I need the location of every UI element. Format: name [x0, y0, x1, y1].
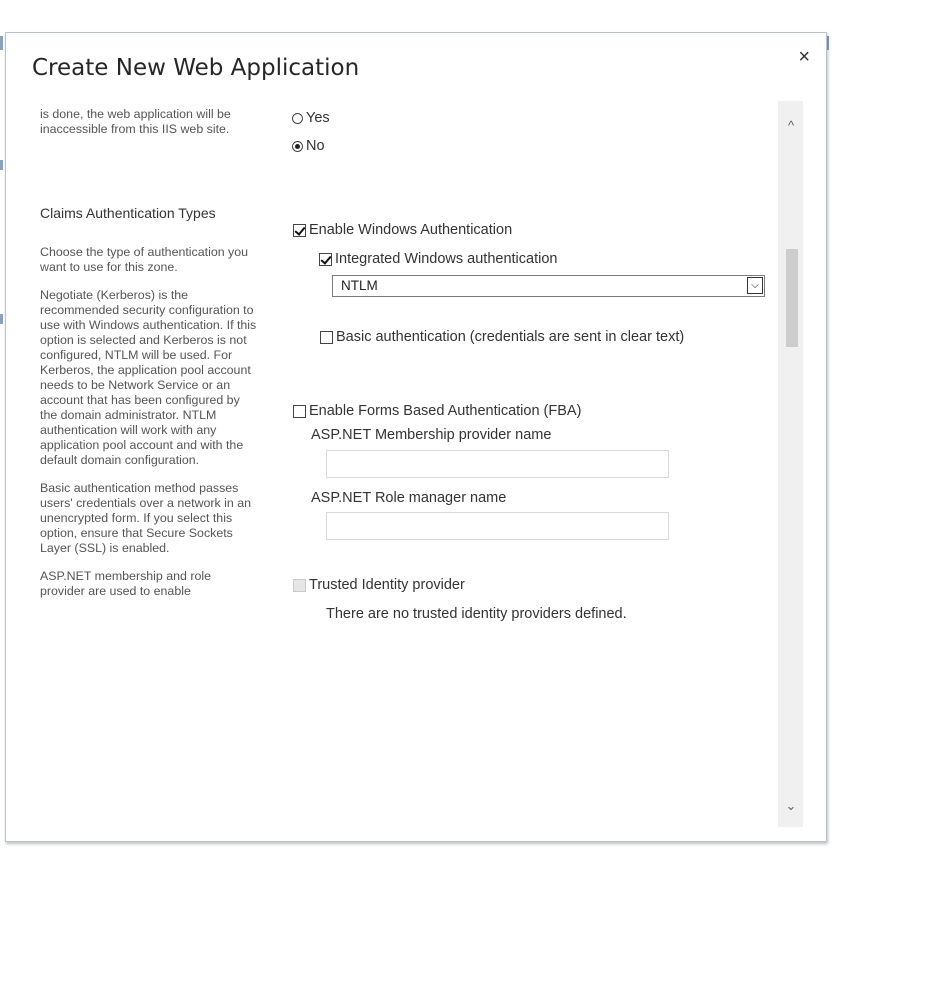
- description-paragraph: ASP.NET membership and role provider are used to enable: [40, 569, 212, 598]
- integrated-windows-auth-label: Integrated Windows authentication: [335, 251, 558, 267]
- enable-fba-label: Enable Forms Based Authentication (FBA): [309, 403, 582, 419]
- trusted-identity-note: There are no trusted identity providers defined.: [326, 606, 627, 622]
- section-title: Claims Authentication Types: [40, 205, 216, 221]
- dialog-scroll-content[interactable]: [7, 101, 771, 827]
- radio-yes-label: Yes: [306, 110, 330, 126]
- basic-auth-checkbox[interactable]: [320, 331, 333, 344]
- description-paragraph: Basic authentication method passes users' credentials over a network in an unencrypted form. If you select this option, ensure that Secure Sockets Layer (SSL) is enabled.: [40, 481, 252, 555]
- create-web-application-dialog: [5, 32, 827, 842]
- basic-auth-label: Basic authentication (credentials are sent in clear text): [336, 329, 685, 345]
- radio-no[interactable]: [292, 141, 303, 152]
- membership-provider-label: ASP.NET Membership provider name: [311, 427, 552, 443]
- scrollbar-thumb[interactable]: [786, 249, 798, 347]
- membership-provider-input[interactable]: [326, 450, 669, 478]
- integrated-windows-auth-option[interactable]: [319, 251, 557, 267]
- enable-fba-checkbox[interactable]: [293, 405, 306, 418]
- close-icon[interactable]: ×: [798, 46, 810, 68]
- enable-fba-option[interactable]: [293, 403, 581, 419]
- left-column-intro: [40, 107, 258, 150]
- description-paragraph: Choose the type of authentication you want to use for this zone.: [40, 245, 249, 274]
- auth-method-select[interactable]: [332, 275, 765, 297]
- enable-windows-auth-checkbox[interactable]: [293, 224, 306, 237]
- role-manager-label: ASP.NET Role manager name: [311, 490, 507, 506]
- integrated-windows-auth-checkbox[interactable]: [319, 253, 332, 266]
- description-paragraph: Negotiate (Kerberos) is the recommended security configuration to use with Windows authentication. If this option is selected and Kerberos is not configured, NTLM will be used. For Kerberos, the application pool account needs to be Network Service or an account that has been configured by the domain administrator. NTLM authentication will work with any application pool account and with the default domain configuration.: [40, 288, 257, 467]
- background-edge-mark: [0, 160, 3, 170]
- trusted-identity-option: [293, 577, 465, 593]
- trusted-identity-label: Trusted Identity provider: [309, 577, 465, 593]
- radio-no-option[interactable]: [292, 138, 325, 154]
- auth-method-value: NTLM: [341, 278, 378, 293]
- enable-windows-auth-option[interactable]: [293, 222, 512, 238]
- intro-text: is done, the web application will be inaccessible from this IIS web site.: [40, 107, 231, 136]
- radio-yes-option[interactable]: [292, 110, 330, 126]
- basic-auth-option[interactable]: [320, 329, 684, 345]
- scroll-down-icon[interactable]: ⌄: [785, 798, 797, 813]
- background-edge-mark: [0, 36, 3, 50]
- enable-windows-auth-label: Enable Windows Authentication: [309, 222, 513, 238]
- role-manager-input[interactable]: [326, 512, 669, 540]
- background-edge-mark: [0, 314, 3, 324]
- scroll-up-icon[interactable]: ^: [787, 118, 795, 133]
- dialog-title: Create New Web Application: [32, 55, 360, 81]
- chevron-down-icon[interactable]: ⌵: [747, 277, 763, 294]
- left-column-description: [40, 245, 258, 612]
- radio-yes[interactable]: [292, 113, 303, 124]
- radio-no-label: No: [306, 138, 325, 154]
- trusted-identity-checkbox: [293, 579, 306, 592]
- vertical-scrollbar[interactable]: [778, 101, 803, 827]
